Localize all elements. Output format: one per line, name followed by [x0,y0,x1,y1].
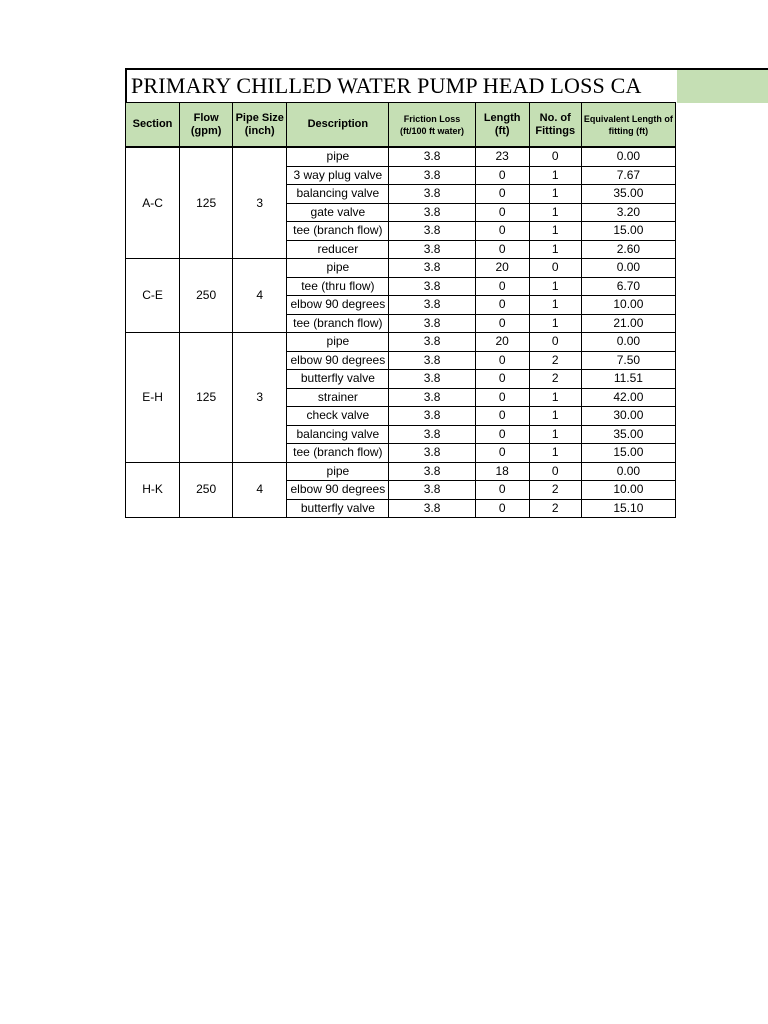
pipe-size-cell[interactable]: 3 [233,333,287,463]
table-row [126,147,676,166]
fittings-cell[interactable]: 1 [529,222,581,241]
length-cell[interactable]: 0 [475,166,529,185]
equivalent-length-cell[interactable]: 11.51 [581,370,675,389]
length-cell[interactable]: 0 [475,425,529,444]
description-cell[interactable]: check valve [287,407,389,426]
friction-loss-cell[interactable]: 3.8 [389,407,475,426]
equivalent-length-cell[interactable]: 15.10 [581,499,675,518]
head-loss-table [125,102,676,518]
fittings-cell[interactable]: 1 [529,388,581,407]
friction-loss-cell[interactable]: 3.8 [389,277,475,296]
length-cell[interactable]: 0 [475,370,529,389]
header-equivalent-length[interactable]: Equivalent Length of fitting (ft) [581,103,675,148]
description-cell[interactable]: strainer [287,388,389,407]
description-cell[interactable]: tee (thru flow) [287,277,389,296]
fittings-cell[interactable]: 1 [529,166,581,185]
equivalent-length-cell[interactable]: 21.00 [581,314,675,333]
section-cell[interactable]: A-C [126,147,180,259]
friction-loss-cell[interactable]: 3.8 [389,296,475,315]
description-cell[interactable]: tee (branch flow) [287,222,389,241]
description-cell[interactable]: balancing valve [287,185,389,204]
length-cell[interactable]: 0 [475,481,529,500]
table-body [126,147,676,518]
equivalent-length-cell[interactable]: 6.70 [581,277,675,296]
length-cell[interactable]: 0 [475,314,529,333]
fittings-cell[interactable]: 1 [529,407,581,426]
friction-loss-cell[interactable]: 3.8 [389,203,475,222]
fittings-cell[interactable]: 1 [529,444,581,463]
description-cell[interactable]: pipe [287,462,389,481]
equivalent-length-cell[interactable]: 2.60 [581,240,675,259]
equivalent-length-cell[interactable]: 30.00 [581,407,675,426]
length-cell[interactable]: 0 [475,499,529,518]
friction-loss-cell[interactable]: 3.8 [389,370,475,389]
fittings-cell[interactable]: 2 [529,481,581,500]
flow-cell[interactable]: 125 [180,147,233,259]
length-cell[interactable]: 0 [475,351,529,370]
fittings-cell[interactable]: 1 [529,314,581,333]
friction-loss-cell[interactable]: 3.8 [389,444,475,463]
equivalent-length-cell[interactable]: 3.20 [581,203,675,222]
header-description[interactable]: Description [287,103,389,148]
friction-loss-cell[interactable]: 3.8 [389,333,475,352]
title-cell[interactable] [127,70,677,103]
length-cell[interactable]: 0 [475,240,529,259]
section-cell[interactable]: C-E [126,259,180,333]
section-cell[interactable]: H-K [126,462,180,518]
description-cell[interactable]: gate valve [287,203,389,222]
equivalent-length-cell[interactable]: 0.00 [581,333,675,352]
length-cell[interactable]: 0 [475,296,529,315]
description-cell[interactable]: butterfly valve [287,370,389,389]
length-cell[interactable]: 0 [475,388,529,407]
header-pipe-size[interactable]: Pipe Size (inch) [233,103,287,148]
length-cell[interactable]: 0 [475,407,529,426]
description-cell[interactable]: elbow 90 degrees [287,296,389,315]
equivalent-length-cell[interactable]: 0.00 [581,147,675,166]
equivalent-length-cell[interactable]: 0.00 [581,462,675,481]
equivalent-length-cell[interactable]: 7.67 [581,166,675,185]
length-cell[interactable]: 0 [475,203,529,222]
friction-loss-cell[interactable]: 3.8 [389,147,475,166]
table-row [126,462,676,481]
friction-loss-cell[interactable]: 3.8 [389,185,475,204]
table-header-row [126,103,676,148]
sheet-title: PRIMARY CHILLED WATER PUMP HEAD LOSS CA [131,73,642,98]
friction-loss-cell[interactable]: 3.8 [389,462,475,481]
friction-loss-cell[interactable]: 3.8 [389,259,475,278]
equivalent-length-cell[interactable]: 10.00 [581,296,675,315]
description-cell[interactable]: pipe [287,333,389,352]
fittings-cell[interactable]: 1 [529,203,581,222]
equivalent-length-cell[interactable]: 42.00 [581,388,675,407]
equivalent-length-cell[interactable]: 15.00 [581,444,675,463]
friction-loss-cell[interactable]: 3.8 [389,240,475,259]
flow-cell[interactable]: 125 [180,333,233,463]
fittings-cell[interactable]: 1 [529,425,581,444]
fittings-cell[interactable]: 0 [529,333,581,352]
equivalent-length-cell[interactable]: 15.00 [581,222,675,241]
description-cell[interactable]: reducer [287,240,389,259]
description-cell[interactable]: elbow 90 degrees [287,481,389,500]
description-cell[interactable]: pipe [287,259,389,278]
header-fittings[interactable]: No. of Fittings [529,103,581,148]
description-cell[interactable]: tee (branch flow) [287,444,389,463]
length-cell[interactable]: 0 [475,277,529,296]
friction-loss-cell[interactable]: 3.8 [389,166,475,185]
fittings-cell[interactable]: 2 [529,351,581,370]
length-cell[interactable]: 0 [475,185,529,204]
fittings-cell[interactable]: 2 [529,499,581,518]
table-row [126,259,676,278]
equivalent-length-cell[interactable]: 10.00 [581,481,675,500]
header-friction-loss[interactable]: Friction Loss (ft/100 ft water) [389,103,475,148]
friction-loss-cell[interactable]: 3.8 [389,425,475,444]
length-cell[interactable]: 0 [475,444,529,463]
title-bar [125,68,768,103]
pipe-size-cell[interactable]: 3 [233,147,287,259]
description-cell[interactable]: pipe [287,147,389,166]
description-cell[interactable]: 3 way plug valve [287,166,389,185]
flow-cell[interactable]: 250 [180,462,233,518]
header-flow[interactable]: Flow (gpm) [180,103,233,148]
pipe-size-cell[interactable]: 4 [233,462,287,518]
description-cell[interactable]: balancing valve [287,425,389,444]
fittings-cell[interactable]: 0 [529,462,581,481]
length-cell[interactable]: 23 [475,147,529,166]
header-section[interactable]: Section [126,103,180,148]
pipe-size-cell[interactable]: 4 [233,259,287,333]
fittings-cell[interactable]: 0 [529,147,581,166]
fittings-cell[interactable]: 1 [529,240,581,259]
header-length[interactable]: Length (ft) [475,103,529,148]
section-cell[interactable]: E-H [126,333,180,463]
friction-loss-cell[interactable]: 3.8 [389,499,475,518]
equivalent-length-cell[interactable]: 0.00 [581,259,675,278]
length-cell[interactable]: 20 [475,333,529,352]
description-cell[interactable]: butterfly valve [287,499,389,518]
length-cell[interactable]: 0 [475,222,529,241]
equivalent-length-cell[interactable]: 35.00 [581,185,675,204]
fittings-cell[interactable]: 1 [529,277,581,296]
length-cell[interactable]: 20 [475,259,529,278]
fittings-cell[interactable]: 2 [529,370,581,389]
length-cell[interactable]: 18 [475,462,529,481]
table-row [126,333,676,352]
friction-loss-cell[interactable]: 3.8 [389,481,475,500]
fittings-cell[interactable]: 0 [529,259,581,278]
fittings-cell[interactable]: 1 [529,185,581,204]
description-cell[interactable]: elbow 90 degrees [287,351,389,370]
friction-loss-cell[interactable]: 3.8 [389,314,475,333]
equivalent-length-cell[interactable]: 7.50 [581,351,675,370]
friction-loss-cell[interactable]: 3.8 [389,222,475,241]
flow-cell[interactable]: 250 [180,259,233,333]
fittings-cell[interactable]: 1 [529,296,581,315]
friction-loss-cell[interactable]: 3.8 [389,351,475,370]
friction-loss-cell[interactable]: 3.8 [389,388,475,407]
description-cell[interactable]: tee (branch flow) [287,314,389,333]
equivalent-length-cell[interactable]: 35.00 [581,425,675,444]
